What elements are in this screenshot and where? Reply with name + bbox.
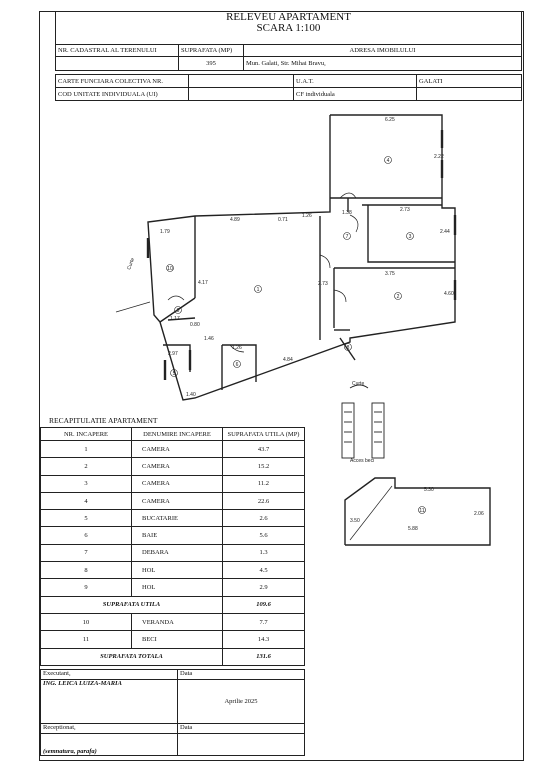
cell-den: BUCATARIE (132, 510, 223, 527)
plan-walls (148, 115, 455, 400)
title-line2: SCARA 1:100 (256, 22, 321, 34)
cell-nr: 11 (41, 631, 132, 648)
data2-label: Data (178, 724, 305, 734)
room-label-9: 9 (176, 308, 180, 314)
table-row (41, 631, 305, 648)
cf-label: CF individuala (294, 88, 417, 101)
cell-supr: 2.6 (223, 510, 305, 527)
room-label-10: 10 (167, 266, 173, 272)
cell-nr: 5 (41, 510, 132, 527)
dim-label: 2.44 (440, 229, 450, 235)
cell-supr: 11.2 (223, 475, 305, 492)
cell-supr: 4.5 (223, 562, 305, 579)
nr-cadastral-label: NR. CADASTRAL AL TERENULUI (56, 44, 179, 56)
room-label-2: 2 (396, 294, 400, 300)
col-nr-header: NR. INCAPERE (41, 428, 132, 441)
adresa-label: ADRESA IMOBILULUI (244, 44, 522, 56)
room-label-3: 3 (408, 234, 412, 240)
suprafata-label: SUPRAFATA (MP) (179, 44, 244, 56)
dim-label: 2.22 (434, 154, 444, 160)
room-label-1: 1 (256, 287, 260, 293)
cell-nr: 2 (41, 458, 132, 475)
dim-label: 5.88 (408, 526, 418, 532)
table-row (41, 562, 305, 579)
room-label-7: 7 (345, 234, 349, 240)
suprafata-utila-row (41, 596, 305, 613)
cellar-walls (345, 478, 490, 545)
dim-label: 4.17 (198, 280, 208, 286)
dim-label: 5.30 (424, 487, 434, 493)
uat-value: GALATI (417, 75, 522, 88)
col-den-header: DENUMIRE INCAPERE (132, 428, 223, 441)
table-row (41, 510, 305, 527)
dim-label: 3.75 (385, 271, 395, 277)
cell-den: HOL (132, 562, 223, 579)
cell-supr: 22.6 (223, 492, 305, 509)
dim-label: 1.26 (302, 213, 312, 219)
room-label-11: 11 (419, 508, 425, 514)
data-value: Aprilie 2025 (178, 680, 305, 724)
suprafata-totala-label: SUPRAFATA TOTALA (41, 648, 223, 665)
cell-supr: 2.9 (223, 579, 305, 596)
table-row (41, 475, 305, 492)
cell-den: CAMERA (132, 492, 223, 509)
cell-den: CAMERA (132, 441, 223, 458)
cell-supr: 43.7 (223, 441, 305, 458)
semnatura-label: (semnatura, parafa) (41, 734, 178, 756)
table-row (41, 492, 305, 509)
cell-den: VERANDA (132, 613, 223, 630)
dim-label: 0.71 (278, 217, 288, 223)
dim-label: 1.26 (232, 345, 242, 351)
dim-label: 4.60 (444, 291, 454, 297)
uat-label: U.A.T. (294, 75, 417, 88)
adresa-value: Mun. Galati, Str. Mihai Bravu, (244, 56, 522, 70)
curte-label-top: Curte (126, 257, 137, 271)
suprafata-value: 395 (179, 56, 244, 70)
recap-table (40, 427, 305, 666)
dim-label: 4.89 (230, 217, 240, 223)
dim-label: 1.79 (160, 229, 170, 235)
cell-supr: 1.3 (223, 544, 305, 561)
dim-label: 0.80 (190, 322, 200, 328)
cell-den: BECI (132, 631, 223, 648)
cell-nr: 1 (41, 441, 132, 458)
dim-label: 2.73 (318, 281, 328, 287)
suprafata-totala-value: 131.6 (223, 648, 305, 665)
table-row (41, 441, 305, 458)
dim-label: 4.84 (283, 357, 293, 363)
data2-value (178, 734, 305, 756)
cell-nr: 3 (41, 475, 132, 492)
title-line1: RELEVEU APARTAMENT (226, 11, 351, 23)
cell-nr: 6 (41, 527, 132, 544)
acces-beci-label: Acces beci (350, 458, 375, 464)
dim-label: 1.17 (170, 316, 180, 322)
room-label-6: 6 (235, 362, 239, 368)
table-row (41, 544, 305, 561)
dim-label: 3.50 (350, 518, 360, 524)
dim-label: 1.38 (342, 210, 352, 216)
table-row (41, 613, 305, 630)
table-row (41, 527, 305, 544)
dim-label: 2.73 (400, 207, 410, 213)
dim-label: 2.97 (168, 351, 178, 357)
room-label-5: 5 (172, 371, 176, 377)
cell-supr: 7.7 (223, 613, 305, 630)
cell-nr: 8 (41, 562, 132, 579)
dim-label: 1.40 (186, 392, 196, 398)
carte-funciara-label: CARTE FUNCIARA COLECTIVA NR. (56, 75, 189, 88)
suprafata-utila-value: 109.6 (223, 596, 305, 613)
room-label-8: 8 (346, 345, 350, 351)
cell-nr: 9 (41, 579, 132, 596)
cell-den: CAMERA (132, 475, 223, 492)
cell-supr: 15.2 (223, 458, 305, 475)
plan-windows (148, 130, 455, 380)
cell-den: CAMERA (132, 458, 223, 475)
cod-unitate-label: COD UNITATE INDIVIDUALA (UI) (56, 88, 189, 101)
receptionat-label: Receptionat, (41, 724, 178, 734)
executant-label: Executant, (41, 670, 178, 680)
cell-supr: 5.6 (223, 527, 305, 544)
dim-label: 2.06 (474, 511, 484, 517)
signature-table (40, 669, 305, 756)
cell-nr: 4 (41, 492, 132, 509)
curte-label-bottom: Curte (352, 381, 365, 387)
executant-name: ING. LEICA LUIZA-MARIA (41, 680, 178, 724)
cell-den: HOL (132, 579, 223, 596)
cell-den: BAIE (132, 527, 223, 544)
dim-label: 1.46 (204, 336, 214, 342)
cell-nr: 7 (41, 544, 132, 561)
suprafata-utila-label: SUPRAFATA UTILA (41, 596, 223, 613)
recap-title: RECAPITULATIE APARTAMENT (49, 416, 158, 425)
table-row (41, 579, 305, 596)
suprafata-totala-row (41, 648, 305, 665)
col-supr-header: SUPRAFATA UTILA (MP) (223, 428, 305, 441)
room-label-4: 4 (386, 158, 390, 164)
cell-den: DEBARA (132, 544, 223, 561)
cell-supr: 14.3 (223, 631, 305, 648)
cell-nr: 10 (41, 613, 132, 630)
courtyard-access (342, 385, 384, 458)
data-label: Data (178, 670, 305, 680)
table-row (41, 458, 305, 475)
dim-label: 6.25 (385, 117, 395, 123)
